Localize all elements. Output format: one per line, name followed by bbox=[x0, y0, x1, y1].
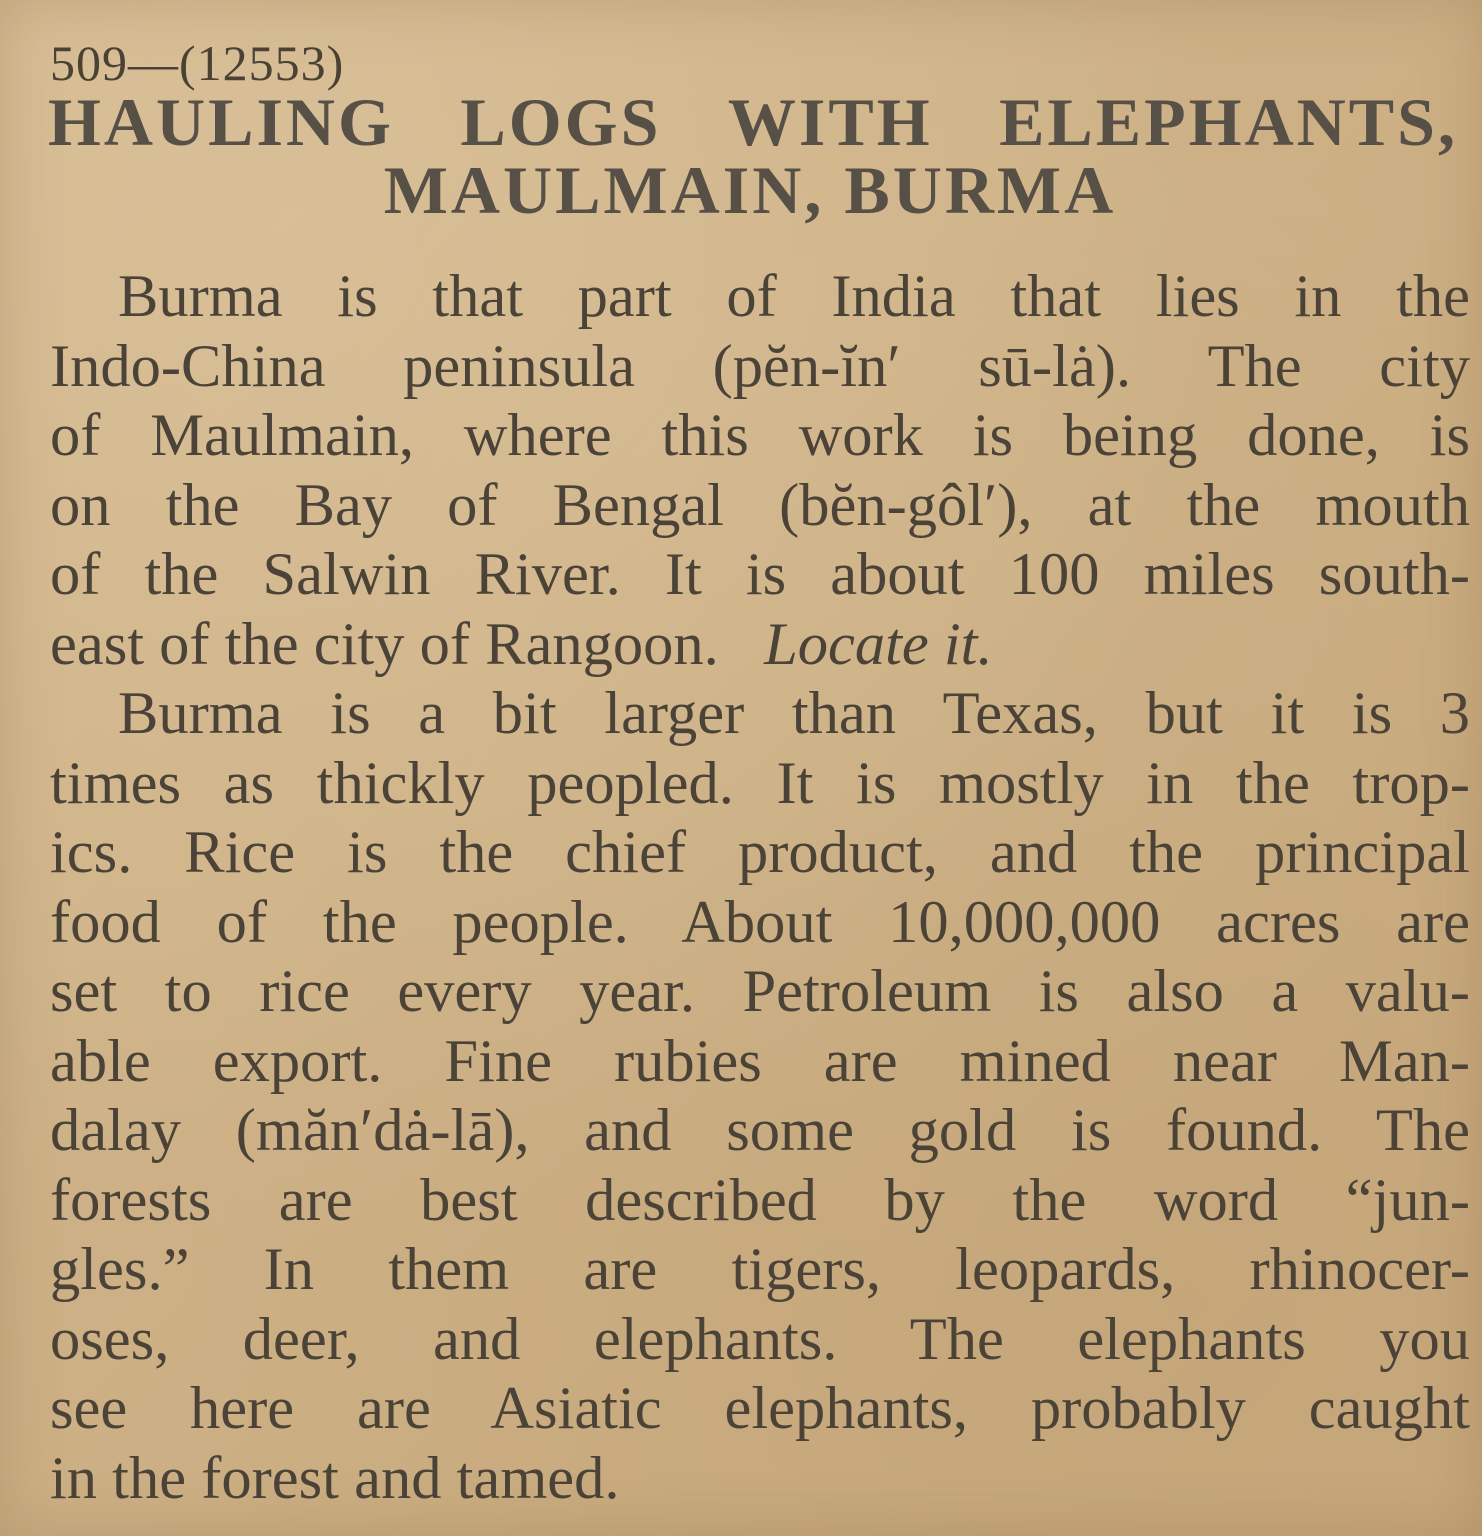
paragraph-2-line: dalay (măn′dȧ-lā), and some gold is found. The bbox=[50, 1097, 1470, 1164]
paragraph-1-line: of the Salwin River. It is about 100 miles south- bbox=[50, 541, 1470, 608]
title-word: WITH bbox=[727, 84, 933, 160]
paragraph-2-line: set to rice every year. Petroleum is also a valu- bbox=[50, 958, 1470, 1025]
paragraph-1-last-line bbox=[50, 610, 1470, 680]
paragraph-2-line: able export. Fine rubies are mined near Man- bbox=[50, 1027, 1470, 1095]
paragraph-2-line: ics. Rice is the chief product, and the principal bbox=[50, 819, 1470, 886]
title-word: ELEPHANTS, bbox=[999, 84, 1458, 160]
paragraph-2-line: see here are Asiatic elephants, probably caught bbox=[50, 1375, 1470, 1442]
paragraph-2-line: food of the people. About 10,000,000 acres are bbox=[50, 888, 1470, 956]
paragraph-2-line: oses, deer, and elephants. The elephants you bbox=[50, 1305, 1470, 1373]
paragraph-1-line: of Maulmain, where this work is being done, is bbox=[50, 402, 1470, 469]
title-line-1 bbox=[48, 84, 1458, 160]
catalog-number: 509—(12553) bbox=[50, 35, 345, 91]
locate-it-instruction: Locate it. bbox=[764, 610, 993, 678]
title-line-2: MAULMAIN, BURMA bbox=[383, 152, 1117, 228]
paragraph-1-line: Indo-China peninsula (pĕn-ĭn′ sū-lȧ). The city bbox=[50, 332, 1470, 400]
title-word: LOGS bbox=[460, 84, 662, 160]
description-text bbox=[50, 262, 1470, 1513]
paragraph-1-line: Burma is that part of India that lies in the bbox=[118, 263, 1470, 330]
paragraph-2-line: times as thickly peopled. It is mostly in the trop- bbox=[50, 749, 1470, 817]
paragraph-1-line: on the Bay of Bengal (bĕn-gôl′), at the mouth bbox=[50, 471, 1470, 539]
paragraph-2-line: forests are best described by the word “jun- bbox=[50, 1166, 1470, 1234]
title-word: HAULING bbox=[48, 84, 394, 160]
paragraph-2-line: gles.” In them are tigers, leopards, rhinocer- bbox=[50, 1236, 1470, 1303]
paragraph-1-last-line-text: east of the city of Rangoon. bbox=[50, 610, 719, 678]
paragraph-2-line: Burma is a bit larger than Texas, but it is 3 bbox=[118, 680, 1470, 747]
paragraph-2-last-line: in the forest and tamed. bbox=[50, 1444, 620, 1512]
